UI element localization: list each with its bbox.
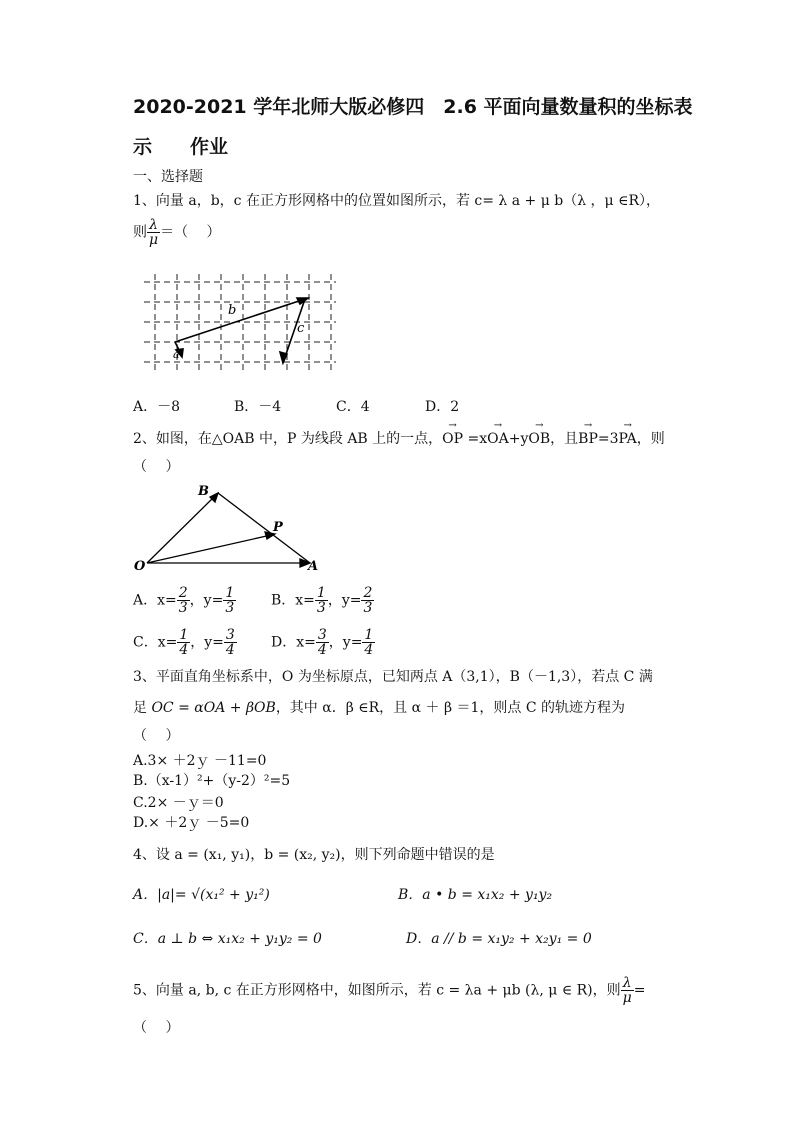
q2-option-a[interactable]: A．x= $\frac{2}{3}$ ，y= $\frac{1}{3}$ <box>133 585 235 616</box>
question-2-paren: （ ） <box>133 459 180 475</box>
q3-option-d[interactable]: D.× ＋2ｙ －5=0 <box>133 815 250 831</box>
page-title-line-2: 示 作业 <box>133 136 229 158</box>
q2-label-o: O <box>134 559 146 574</box>
q3-option-c[interactable]: C.2× －ｙ＝0 <box>133 795 224 811</box>
q4-option-c[interactable]: C．a ⊥ b ⇔ x₁x₂ + y₁y₂ = 0 <box>133 931 322 947</box>
q1-label-a: a <box>173 348 180 361</box>
question-5-paren: （ ） <box>133 1020 180 1036</box>
q3-option-a[interactable]: A.3× ＋2ｙ －11=0 <box>133 753 267 769</box>
question-2-text: 2、如图，在△OAB 中，P 为线段 AB 上的一点，→ OP =x→ OA+y→ OB，且→ BP=3→ PA，则 <box>133 428 665 448</box>
q2-option-c[interactable]: C．x= $\frac{1}{4}$ ，y= $\frac{3}{4}$ <box>133 627 235 658</box>
q2-label-a: A <box>308 559 319 574</box>
q1-label-c: c <box>297 321 305 336</box>
q2-label-b: B <box>198 484 209 499</box>
q2-label-p: P <box>273 520 283 535</box>
question-5-text: 5、向量 a, b, c 在正方形网格中，如图所示，若 c = λa + μb (λ, μ ∈ R)，则 $\frac{\lambda}{\mu}$ = <box>133 975 646 1006</box>
q1-ask-prefix: 则 <box>133 224 147 241</box>
question-3-line-2: 足 OC = αOA + βOB，其中 α．β ∈R，且 α ＋ β ＝1，则点 C 的轨迹方程为 <box>133 700 626 716</box>
question-4-text: 4、设 a = (x₁, y₁)，b = (x₂, y₂)，则下列命题中错误的是 <box>133 847 495 863</box>
q3-formula: OC = αOA + βOB <box>151 700 276 716</box>
q2-triangle-figure <box>130 480 330 575</box>
q1-ratio-fraction: $\frac{\lambda}{\mu}$ <box>149 217 159 248</box>
q1-vector-b <box>175 299 305 342</box>
q1-option-b[interactable]: B．－4 <box>234 399 282 415</box>
page-title-line-1: 2020-2021 学年北师大版必修四 2.6 平面向量数量积的坐标表 <box>133 96 693 118</box>
q2-option-d[interactable]: D．x= $\frac{3}{4}$ ，y= $\frac{1}{4}$ <box>271 627 374 658</box>
q4-option-a[interactable]: A．|a|= √(x₁² + y₁²) <box>133 887 270 903</box>
q4-option-d[interactable]: D．a // b = x₁y₂ + x₂y₁ = 0 <box>406 931 592 947</box>
q2-option-b[interactable]: B．x= $\frac{1}{3}$ ，y= $\frac{2}{3}$ <box>271 585 373 616</box>
q1-option-d[interactable]: D．2 <box>425 399 460 415</box>
q1-grid-figure <box>140 272 340 372</box>
q1-label-b: b <box>228 303 237 318</box>
q3-option-b[interactable]: B.（x-1）²+（y-2）²=5 <box>133 773 291 789</box>
question-3-paren: （ ） <box>133 728 180 744</box>
question-1-text: 1、向量 a，b，c 在正方形网格中的位置如图所示，若 c= λ a + μ b（λ ，μ ∈R）， <box>133 193 661 209</box>
section-heading: 一、选择题 <box>133 169 203 185</box>
q1-option-c[interactable]: C．4 <box>336 399 370 415</box>
q1-ask-suffix: ＝（ ） <box>160 224 221 241</box>
question-1-ask <box>133 218 221 247</box>
question-3-line-1: 3、平面直角坐标系中，O 为坐标原点，已知两点 A（3,1），B（－1,3），若点 C 满 <box>133 669 653 685</box>
q1-option-a[interactable]: A．－8 <box>133 399 181 415</box>
q4-option-b[interactable]: B．a • b = x₁x₂ + y₁y₂ <box>398 887 553 903</box>
